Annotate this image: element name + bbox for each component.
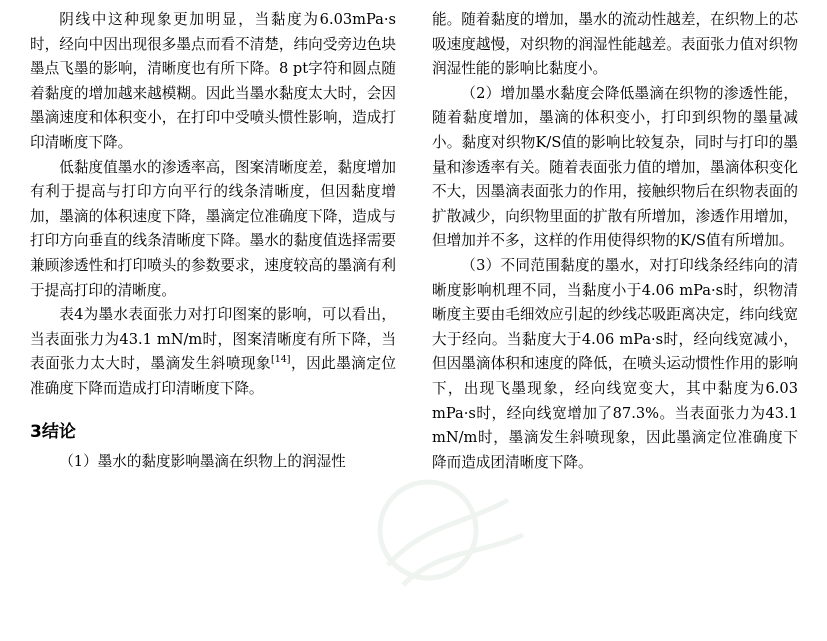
conclusion-paragraph: （2）增加墨水黏度会降低墨滴在织物的渗透性能，随着黏度增加，墨滴的体积变小，打印到织物的墨量减小。黏度对织物K/S值的影响比较复杂，同时与打印的墨量和渗透率有关。随着表面张力值的增加，墨滴体积变化不大，因墨滴表面张力的作用，接触织物后在织物表面的扩散减少，向织物里面的扩散有所增加，渗透作用增加，但增加并不多，这样的作用使得织物的K/S值有所增加。 (432, 84, 798, 250)
paragraph-text-before-citation: 表4为墨水表面张力对打印图案的影响，可以看出，当表面张力为43.1 mN/m时，图案清晰度有所下降，当表面张力太大时，墨滴发生斜喷现象 (30, 306, 396, 373)
conclusion-paragraph: （3）不同范围黏度的墨水，对打印线条经纬向的清晰度影响机理不同，当黏度小于4.06 mPa·s时，织物清晰度主要由毛细效应引起的纱线芯吸距离决定，纬向线宽大于经向。当黏度大于4.06 mPa·s时，经向线宽减小，但因墨滴体积和速度的降低，在喷头运动惯性作用的影响下，出现飞墨现象，经向线宽变大，其中黏度为6.03 mPa·s时，经向线宽增加了87.3%。当表面张力为43.1 mN/m时，墨滴发生斜喷现象，因此墨滴定位准确度下降而造成团清晰度下降。 (432, 256, 798, 471)
conclusion-paragraph: （1）墨水的黏度影响墨滴在织物上的润湿性 (59, 453, 346, 471)
right-column (432, 8, 798, 633)
citation-reference: [14] (271, 354, 291, 366)
paragraph-with-citation (30, 303, 396, 401)
two-column-layout (30, 8, 801, 633)
paragraph: 低黏度值墨水的渗透率高，图案清晰度差，黏度增加有利于提高与打印方向平行的线条清晰度，但因黏度增加，墨滴的体积速度下降，墨滴定位准确度下降，造成与打印方向垂直的线条清晰度下降。墨水的黏度值选择需要兼顾渗透性和打印喷头的参数要求，速度较高的墨滴有利于提高打印的清晰度。 (30, 158, 396, 299)
left-column (30, 8, 396, 633)
paragraph: 阴线中这种现象更加明显，当黏度为6.03mPa·s时，经向中因出现很多墨点而看不清楚，纬向受旁边色块墨点飞墨的影响，清晰度也有所下降。8 pt字符和圆点随着黏度的增加越来越模糊。因此当墨水黏度太大时，会因墨滴速度和体积变小，在打印中受喷头惯性影响，造成打印清晰度下降。 (30, 11, 396, 151)
paragraph-continuation: 能。随着黏度的增加，墨水的流动性越差，在织物上的芯吸速度越慢，对织物的润湿性能越差。表面张力值对织物润湿性能的影响比黏度小。 (432, 11, 798, 78)
section-heading: 3结论 (30, 421, 76, 442)
paragraph-text-after-citation: ，因此墨滴定位准确度下降而造成打印清晰度下降。 (30, 355, 396, 397)
